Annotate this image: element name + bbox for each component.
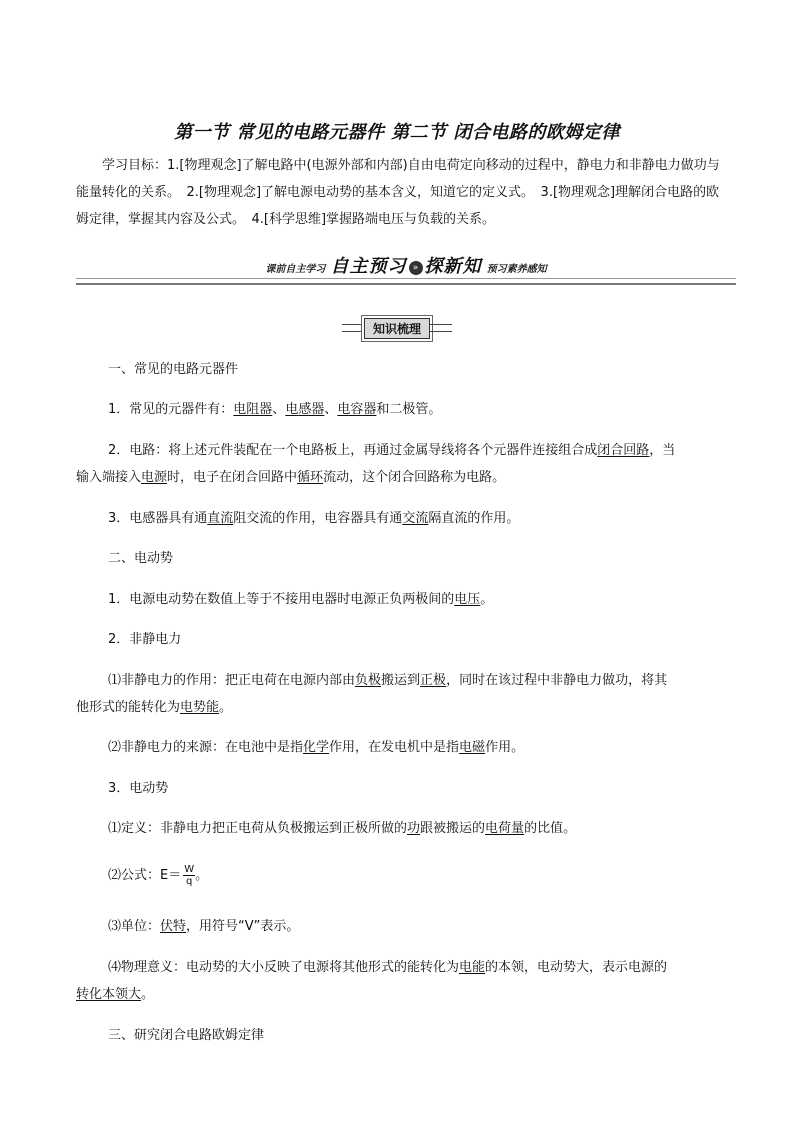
s2-item-3-1: ⑴定义：非静电力把正电荷从负极搬运到正极所做的功跟被搬运的电荷量的比值。 xyxy=(108,821,577,836)
s2-item-3-2-formula: ⑵公式：E＝ $\frac{W}{q}$ 。 xyxy=(108,864,209,887)
banner-title-2: 探新知 xyxy=(424,256,482,277)
s2-item-2-1-line1: ⑴非静电力的作用：把正电荷在电源内部由负极搬运到正极，同时在该过程中非静电力做功，将其 xyxy=(108,673,668,688)
s1-item-1: 1．常见的元器件有：电阻器、电感器、电容器和二极管。 xyxy=(108,402,442,417)
s2-item-3-4-line1: ⑷物理意义：电动势的大小反映了电源将其他形式的能转化为电能的本领，电动势大，表示电源的 xyxy=(108,960,668,975)
banner-left-label: 课前自主学习 xyxy=(265,264,326,275)
banner-title-1: 自主预习 xyxy=(330,256,407,277)
knowledge-badge xyxy=(342,318,452,339)
s2-item-3-4-line2: 转化本领大。 xyxy=(76,987,155,1002)
s2-item-1: 1．电源电动势在数值上等于不接用电器时电源正负两极间的电压。 xyxy=(108,592,494,607)
banner-divider xyxy=(76,278,736,285)
banner-arrow-icon: » xyxy=(409,261,423,275)
banner-right-label: 预习素养感知 xyxy=(486,264,547,275)
badge-label: 知识梳理 xyxy=(364,318,430,339)
fraction: $\frac{W}{q}$ xyxy=(184,864,195,887)
s1-item-3: 3．电感器具有通直流阻交流的作用，电容器具有通交流隔直流的作用。 xyxy=(108,511,520,526)
s2-item-2-1-line2: 他形式的能转化为电势能。 xyxy=(76,700,233,715)
section-3-heading: 三、研究闭合电路欧姆定律 xyxy=(108,1028,265,1043)
s2-item-3: 3．电动势 xyxy=(108,781,169,796)
section-1-heading: 一、常见的电路元器件 xyxy=(108,362,239,377)
s2-item-2: 2．非静电力 xyxy=(108,632,182,647)
s1-item-2-line1: 2．电路：将上述元件装配在一个电路板上，再通过金属导线将各个元器件连接组合成闭合回路，当 xyxy=(108,443,676,458)
page-title: 第一节 常见的电路元器件 第二节 闭合电路的欧姆定律 xyxy=(174,122,620,143)
s2-item-2-2: ⑵非静电力的来源：在电池中是指化学作用，在发电机中是指电磁作用。 xyxy=(108,740,525,755)
s1-item-2-line2: 输入端接入电源时，电子在闭合回路中循环流动，这个闭合回路称为电路。 xyxy=(76,470,506,485)
s2-item-3-3: ⑶单位：伏特，用符号“V”表示。 xyxy=(108,919,300,934)
section-2-heading: 二、电动势 xyxy=(108,551,174,566)
learning-goals: 学习目标：1.[物理观念]了解电路中(电源外部和内部)自由电荷定向移动的过程中，静电力和非静电力做功与能量转化的关系。 2.[物理观念]了解电源电动势的基本含义，知道它的定义式。 3.[物理观念]理解闭合电路的欧姆定律，掌握其内容及公式。 4.[科学思维]掌握路端电压与负载的关系。 xyxy=(76,158,720,227)
